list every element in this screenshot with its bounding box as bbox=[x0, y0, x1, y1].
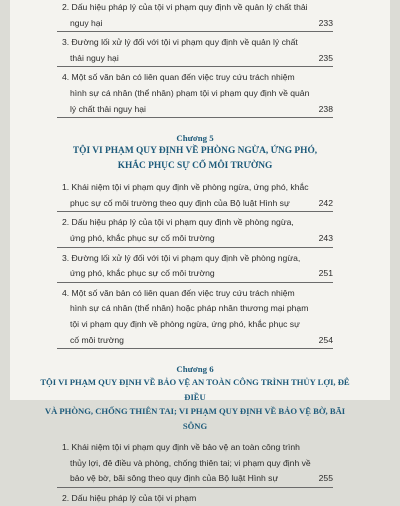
chapter-number: Chương 6 bbox=[176, 364, 214, 375]
toc-entry bbox=[57, 488, 333, 506]
toc-entry-text: 2. Dấu hiệu pháp lý của tội vi phạm bbox=[62, 492, 197, 503]
toc-entry-text: 1. Khái niệm tội vi phạm quy định về bảo vệ an toàn công trình thủy lợi, đê điều và phòng, chống thiên tai; vi phạm quy định về bảo vệ bờ, bãi sông theo quy định của Bộ luật Hình sự bbox=[62, 442, 311, 484]
chapter-title-line: TỘI VI PHẠM QUY ĐỊNH VỀ BẢO VỆ AN TOÀN CÔNG TRÌNH THỦY LỢI, ĐÊ ĐIỀU bbox=[40, 377, 350, 402]
toc-page-number: 238 bbox=[318, 103, 333, 114]
book-page bbox=[10, 0, 390, 503]
chapter-title-line: VÀ PHÒNG, CHỐNG THIÊN TAI; VI PHẠM QUY ĐỊNH VỀ BẢO VỆ BỜ, BÃI SÔNG bbox=[44, 406, 346, 431]
toc-page-number: 255 bbox=[318, 473, 333, 484]
toc-entry bbox=[57, 212, 333, 247]
toc-entry-text: 2. Dấu hiệu pháp lý của tội vi phạm quy định về quản lý chất thải nguy hại bbox=[62, 2, 308, 28]
toc-entry bbox=[57, 67, 333, 118]
toc-entry bbox=[57, 248, 333, 283]
chapter-number: Chương 5 bbox=[176, 133, 214, 144]
chapter-5-heading bbox=[57, 118, 333, 177]
toc-page-number: 233 bbox=[318, 17, 333, 28]
toc-page-number: 243 bbox=[318, 232, 333, 243]
chapter-title bbox=[33, 375, 357, 437]
chapter-title bbox=[57, 144, 333, 177]
toc-page-number: 242 bbox=[318, 197, 333, 208]
toc-entry-text: 3. Đường lối xử lý đối với tội vi phạm quy định về phòng ngừa, ứng phó, khắc phục sự cố môi trường bbox=[62, 252, 301, 279]
toc-entry bbox=[57, 177, 333, 212]
chapter-6-heading bbox=[33, 349, 357, 437]
chapter-title-line: TỘI VI PHẠM QUY ĐỊNH VỀ PHÒNG NGỪA, ỨNG PHÓ, bbox=[72, 146, 318, 157]
toc-entry-text: 2. Dấu hiệu pháp lý của tội vi phạm quy định về phòng ngừa, ứng phó, khắc phục sự cố môi trường bbox=[62, 217, 294, 243]
toc-entry bbox=[57, 437, 333, 488]
table-of-contents bbox=[40, 0, 350, 506]
toc-page-number: 251 bbox=[318, 268, 333, 279]
toc-entry bbox=[57, 32, 333, 67]
toc-page-number: 235 bbox=[318, 52, 333, 63]
chapter-title-line: KHẮC PHỤC SỰ CỐ MÔI TRƯỜNG bbox=[117, 160, 273, 171]
toc-entry-text: 4. Một số văn bản có liên quan đến việc truy cứu trách nhiệm hình sự cá nhân (thể nhân) phạm tội vi phạm quy định về quản lý chất thải nguy hại bbox=[62, 72, 310, 114]
toc-entry bbox=[57, 0, 333, 32]
toc-entry-text: 3. Đường lối xử lý đối với tội vi phạm quy định về quản lý chất thải nguy hại bbox=[62, 37, 298, 63]
toc-entry-text: 4. Một số văn bản có liên quan đến việc truy cứu trách nhiệm hình sự cá nhân (thể nhân) hoặc pháp nhân thương mại phạm tội vi phạm quy định về phòng ngừa, ứng phó, khắc phục sự cố môi trường bbox=[62, 287, 309, 345]
toc-entry bbox=[57, 283, 333, 349]
toc-page-number: 254 bbox=[318, 334, 333, 345]
toc-entry-text: 1. Khái niệm tội vi phạm quy định về phòng ngừa, ứng phó, khắc phục sự cố môi trường theo quy định của Bộ luật Hình sự bbox=[62, 182, 309, 208]
